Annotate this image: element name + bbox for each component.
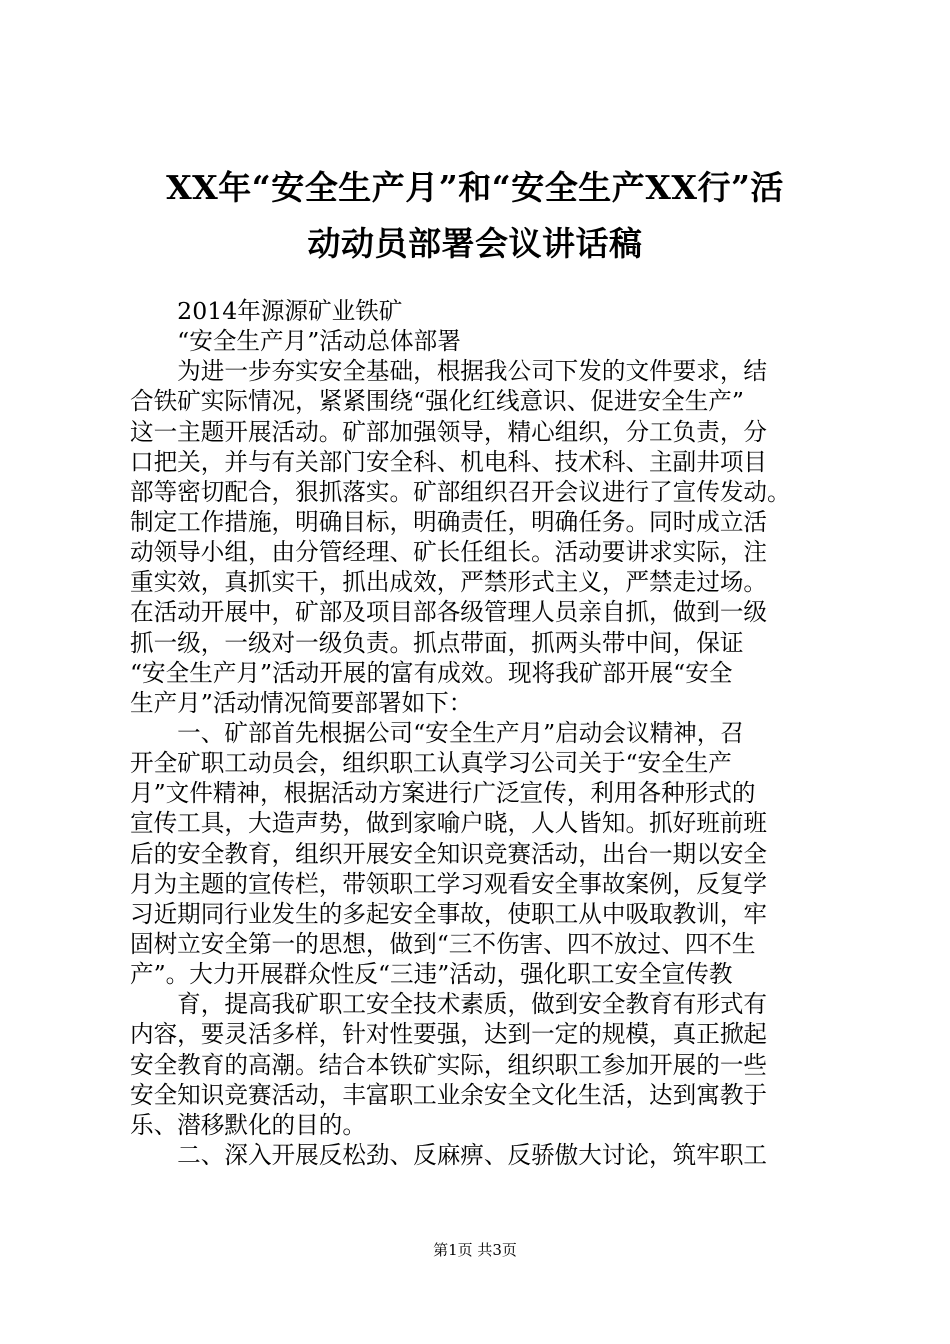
body-line: 2014年源源矿业铁矿 — [130, 297, 403, 325]
page-footer: 第1页 共3页 — [433, 1241, 517, 1259]
body-line: 合铁矿实际情况，紧紧围绕“强化红线意识、促进安全生产” — [130, 387, 744, 416]
body-line: 在活动开展中，矿部及项目部各级管理人员亲自抓，做到一级 — [130, 598, 768, 627]
body-line: 产”。大力开展群众性反“三违”活动，强化职工安全宣传教 — [130, 960, 733, 989]
title-line-1: XX年“安全生产月”和“安全生产XX行”活 — [166, 168, 784, 207]
body-line: 开全矿职工动员会，组织职工认真学习公司关于“安全生产 — [130, 749, 732, 778]
body-line: 安全教育的高潮。结合本铁矿实际，组织职工参加开展的一些 — [130, 1050, 768, 1079]
body-line: 安全知识竞赛活动，丰富职工业余安全文化生活，达到寓教于 — [130, 1080, 768, 1109]
body-line: “安全生产月”活动开展的富有成效。现将我矿部开展“安全 — [130, 658, 733, 687]
body-line: 动领导小组，由分管经理、矿长任组长。活动要讲求实际，注 — [130, 538, 768, 567]
body-line: 内容，要灵活多样，针对性要强，达到一定的规模，真正掀起 — [130, 1020, 768, 1049]
body-line: 宣传工具，大造声势，做到家喻户晓，人人皆知。抓好班前班 — [130, 809, 768, 838]
body-line: 育，提高我矿职工安全技术素质，做到安全教育有形式有 — [130, 990, 768, 1019]
document-title — [120, 160, 830, 272]
body-line: 二、深入开展反松劲、反麻痹、反骄傲大讨论，筑牢职工 — [130, 1140, 768, 1169]
body-line: 乐、潜移默化的目的。 — [130, 1110, 366, 1139]
body-line: 月为主题的宣传栏，带领职工学习观看安全事故案例，反复学 — [130, 869, 768, 898]
body-line: 生产月”活动情况简要部署如下： — [130, 688, 473, 717]
title-line-2: 动动员部署会议讲话稿 — [307, 224, 643, 263]
body-line: 习近期同行业发生的多起安全事故，使职工从中吸取教训，牢 — [130, 899, 768, 928]
document-body — [130, 296, 830, 1170]
body-line: 一、矿部首先根据公司“安全生产月”启动会议精神，召 — [130, 718, 744, 747]
body-line: 为进一步夯实安全基础，根据我公司下发的文件要求，结 — [130, 357, 768, 386]
body-line: 抓一级，一级对一级负责。抓点带面，抓两头带中间，保证 — [130, 628, 744, 657]
body-line: 固树立安全第一的思想，做到“三不伤害、四不放过、四不生 — [130, 929, 756, 958]
body-line: 口把关，并与有关部门安全科、机电科、技术科、主副井项目 — [130, 447, 768, 476]
body-line: 制定工作措施，明确目标，明确责任，明确任务。同时成立活 — [130, 507, 768, 536]
body-line: 后的安全教育，组织开展安全知识竞赛活动，出台一期以安全 — [130, 839, 768, 868]
body-line: 这一主题开展活动。矿部加强领导，精心组织，分工负责，分 — [130, 417, 768, 446]
body-line: 重实效，真抓实干，抓出成效，严禁形式主义，严禁走过场。 — [130, 568, 768, 597]
body-line: 部等密切配合，狠抓落实。矿部组织召开会议进行了宣传发动。 — [130, 477, 791, 506]
body-line: “安全生产月”活动总体部署 — [130, 327, 461, 356]
body-line: 月”文件精神，根据活动方案进行广泛宣传，利用各种形式的 — [130, 779, 756, 808]
